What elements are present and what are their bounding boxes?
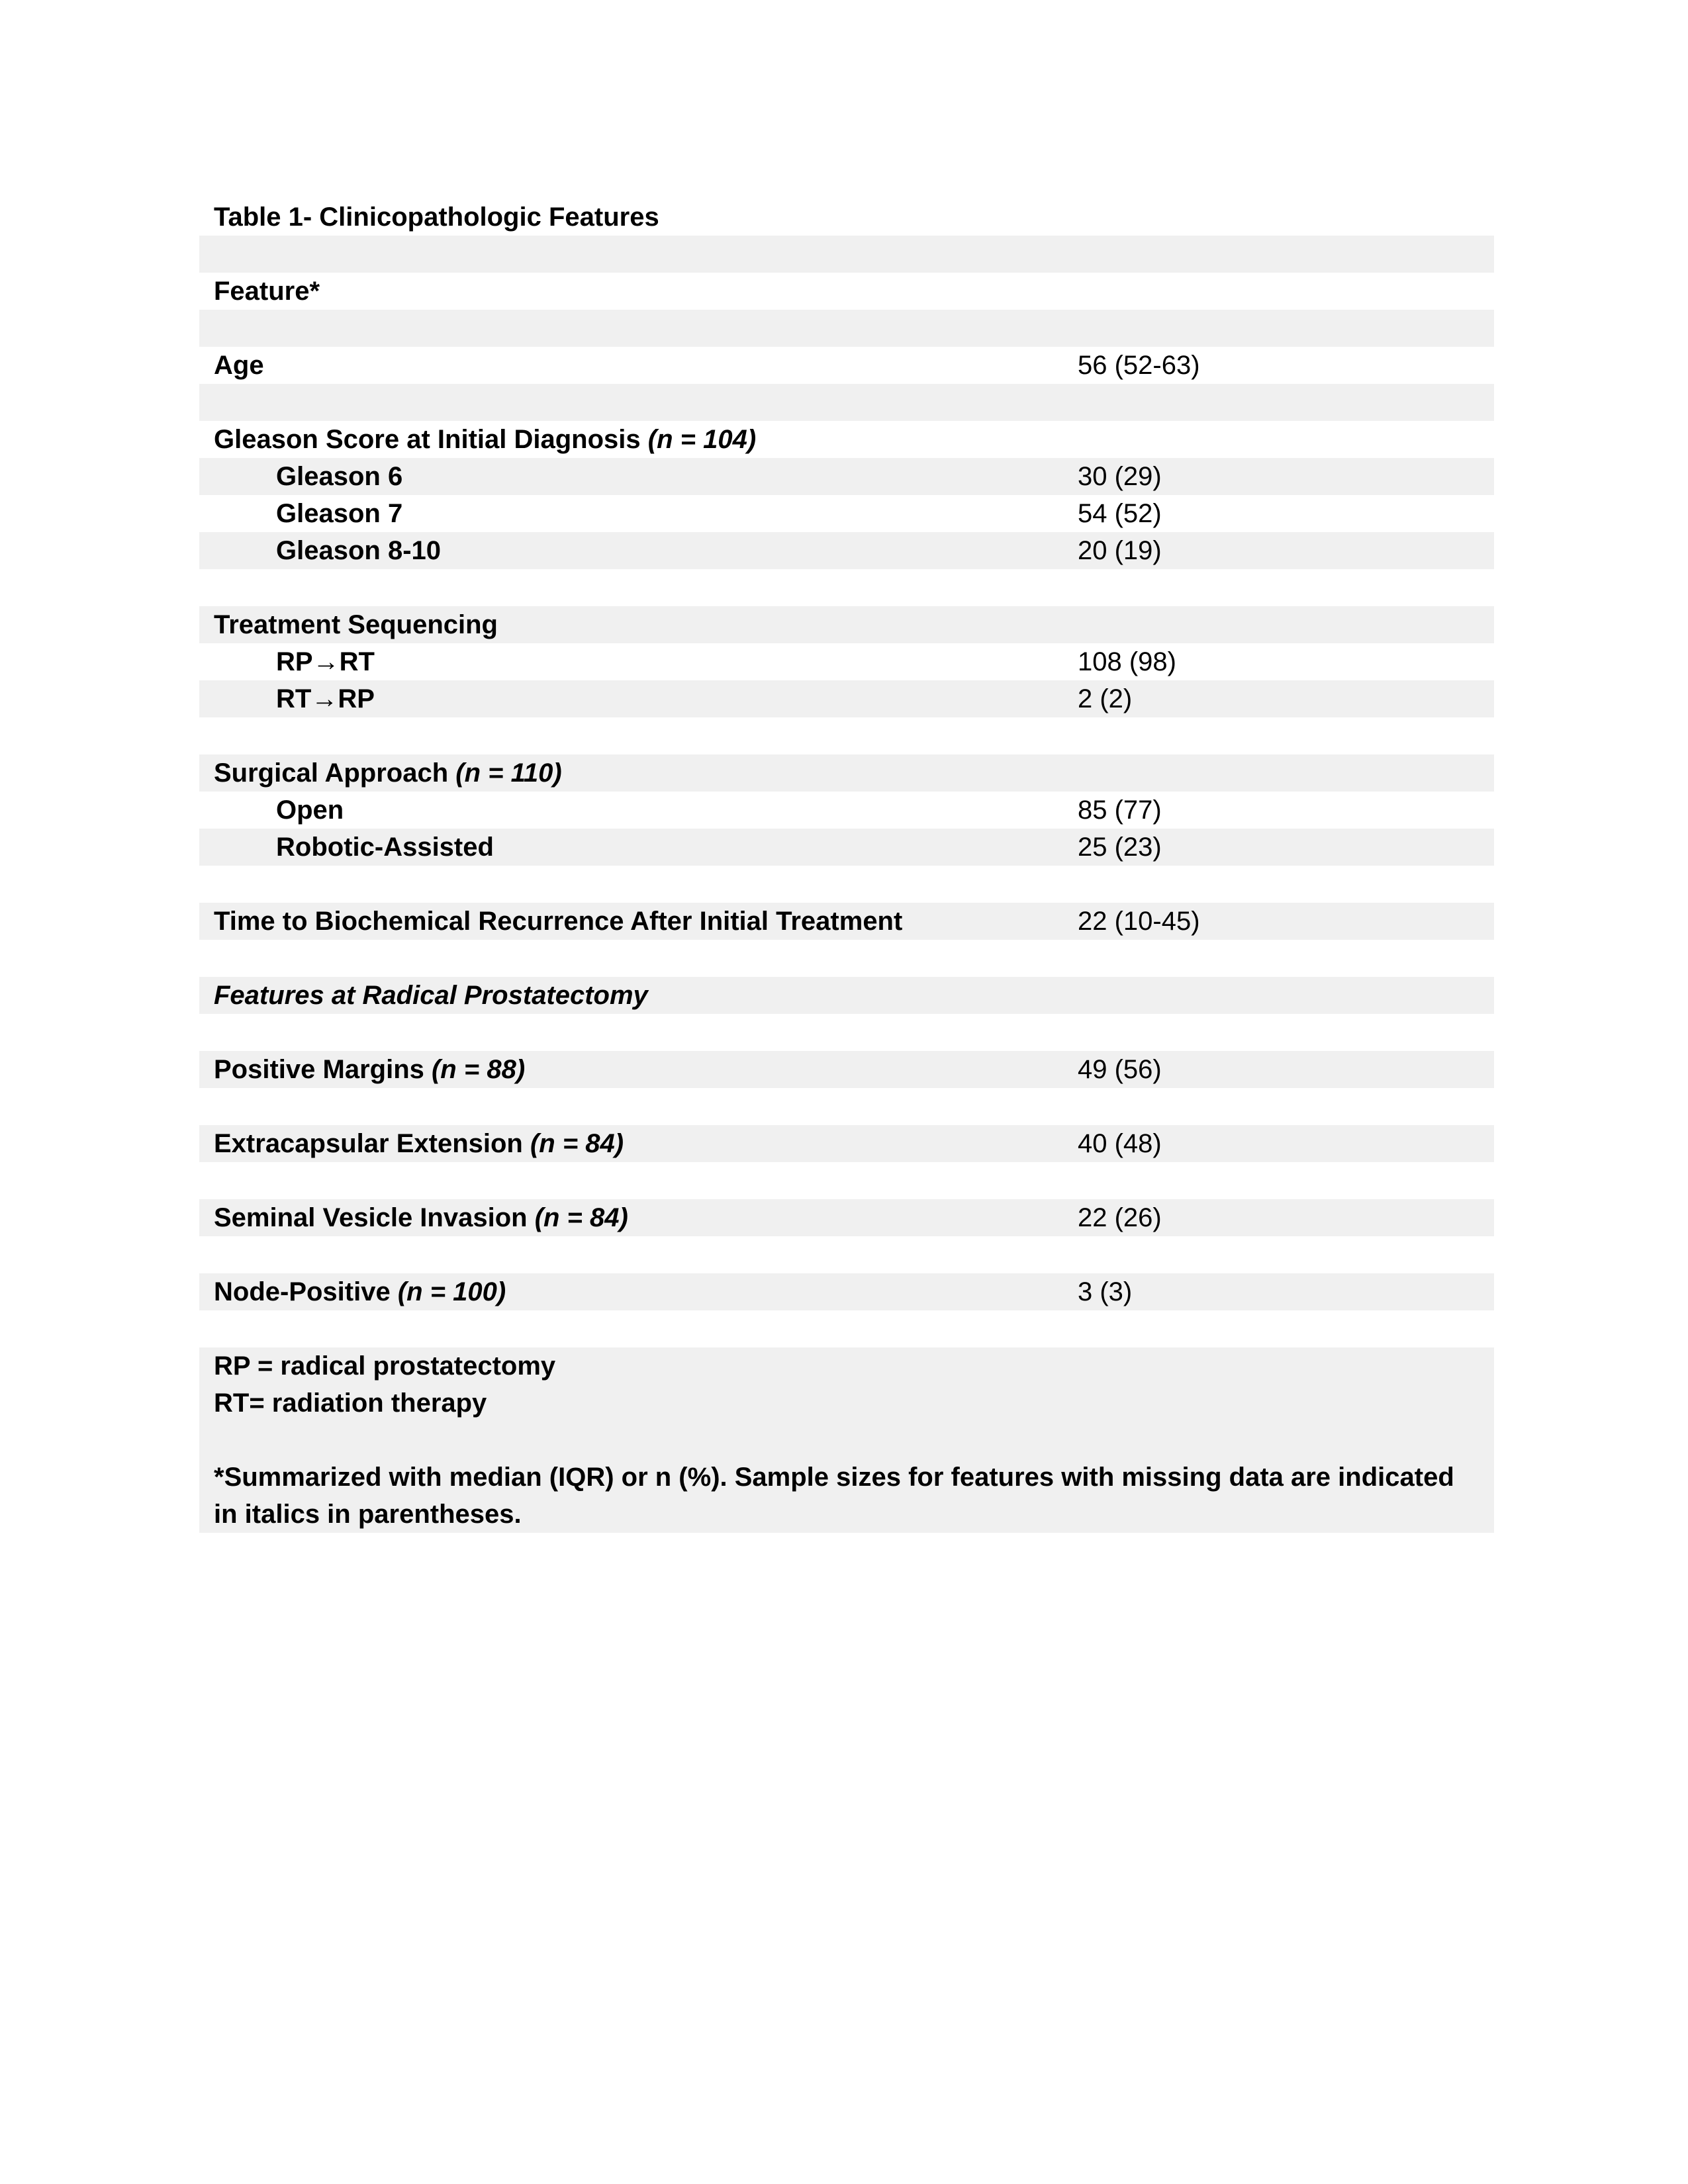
row-value: 22 (10-45) [1078,907,1200,936]
row-label: Age [214,351,264,380]
sample-size: (n = 104) [647,425,757,454]
row-label: Gleason 8-10 [276,536,442,565]
row-value: 85 (77) [1078,796,1162,825]
footnote-rp: RP = radical prostatectomy [214,1351,556,1381]
row-label: Treatment Sequencing [214,610,498,639]
table-row-gleason-6 [199,458,1494,495]
table-row-surgical-heading [199,754,1494,792]
table-row-extracapsular-extension [199,1125,1494,1162]
table-row-seminal-vesicle-invasion [199,1199,1494,1236]
row-label [214,1051,525,1088]
table-row-blank [199,717,1494,754]
row-value: 56 (52-63) [1078,351,1200,380]
row-value: 49 (56) [1078,1055,1162,1084]
row-label: Gleason 6 [276,462,403,491]
table-row-treatment-heading [199,606,1494,643]
clinicopathologic-table [199,236,1494,1533]
sample-size: (n = 110) [455,758,562,788]
row-label: Open [276,796,344,825]
row-label-text: Seminal Vesicle Invasion [214,1203,535,1232]
row-label [214,754,562,792]
row-value: 3 (3) [1078,1277,1133,1306]
table-row-positive-margins [199,1051,1494,1088]
row-label: Gleason 7 [276,499,403,528]
table-row-blank [199,384,1494,421]
row-label: Time to Biochemical Recurrence After Initial Treatment [214,907,903,936]
row-value: 2 (2) [1078,684,1133,713]
row-value: 25 (23) [1078,833,1162,862]
row-label-text: Node-Positive [214,1277,398,1306]
row-label: Robotic-Assisted [276,833,494,862]
footnote-rt: RT= radiation therapy [214,1388,487,1418]
section-heading: Features at Radical Prostatectomy [214,981,648,1010]
table-row-blank [199,310,1494,347]
row-label [214,1199,628,1236]
table-row-node-positive [199,1273,1494,1310]
table-row-time-to-recurrence [199,903,1494,940]
table-row-blank [199,940,1494,977]
row-label [214,1273,506,1310]
row-value: 108 (98) [1078,647,1176,676]
row-label-text: Positive Margins [214,1055,432,1084]
table-row-blank [199,1014,1494,1051]
table-row-features-at-rp [199,977,1494,1014]
row-label: RP→RT [276,647,375,676]
sample-size: (n = 84) [534,1203,628,1232]
row-label-text: Surgical Approach [214,758,456,788]
row-label [214,1125,624,1162]
footnote-summary: *Summarized with median (IQR) or n (%). Sample sizes for features with missing data are indicated in italics in parentheses. [214,1463,1454,1529]
row-value: 40 (48) [1078,1129,1162,1158]
sample-size: (n = 88) [431,1055,526,1084]
table-footnotes [199,1347,1494,1533]
table-row-blank [199,236,1494,273]
row-label: RT→RP [276,684,375,713]
table-row-open [199,792,1494,829]
table-row-header [199,273,1494,310]
column-header-feature: Feature* [214,277,320,306]
table-row-blank [199,1162,1494,1199]
table-row-blank [199,866,1494,903]
sample-size: (n = 100) [397,1277,506,1306]
row-value: 30 (29) [1078,462,1162,491]
table-row-age [199,347,1494,384]
table-title: Table 1- Clinicopathologic Features [214,203,659,232]
row-label-text: Gleason Score at Initial Diagnosis [214,425,648,454]
table-row-gleason-8-10 [199,532,1494,569]
sample-size: (n = 84) [530,1129,624,1158]
row-value: 54 (52) [1078,499,1162,528]
row-label [214,421,756,458]
table-row-rp-rt [199,643,1494,680]
table-row-rt-rp [199,680,1494,717]
footnote-spacer [214,1422,1479,1459]
table-row-gleason-7 [199,495,1494,532]
table-row-blank [199,1310,1494,1347]
table-row-blank [199,569,1494,606]
table-row-blank [199,1236,1494,1273]
row-label-text: Extracapsular Extension [214,1129,530,1158]
row-value: 20 (19) [1078,536,1162,565]
table-row-robotic-assisted [199,829,1494,866]
row-value: 22 (26) [1078,1203,1162,1232]
table-row-gleason-heading [199,421,1494,458]
table-row-blank [199,1088,1494,1125]
